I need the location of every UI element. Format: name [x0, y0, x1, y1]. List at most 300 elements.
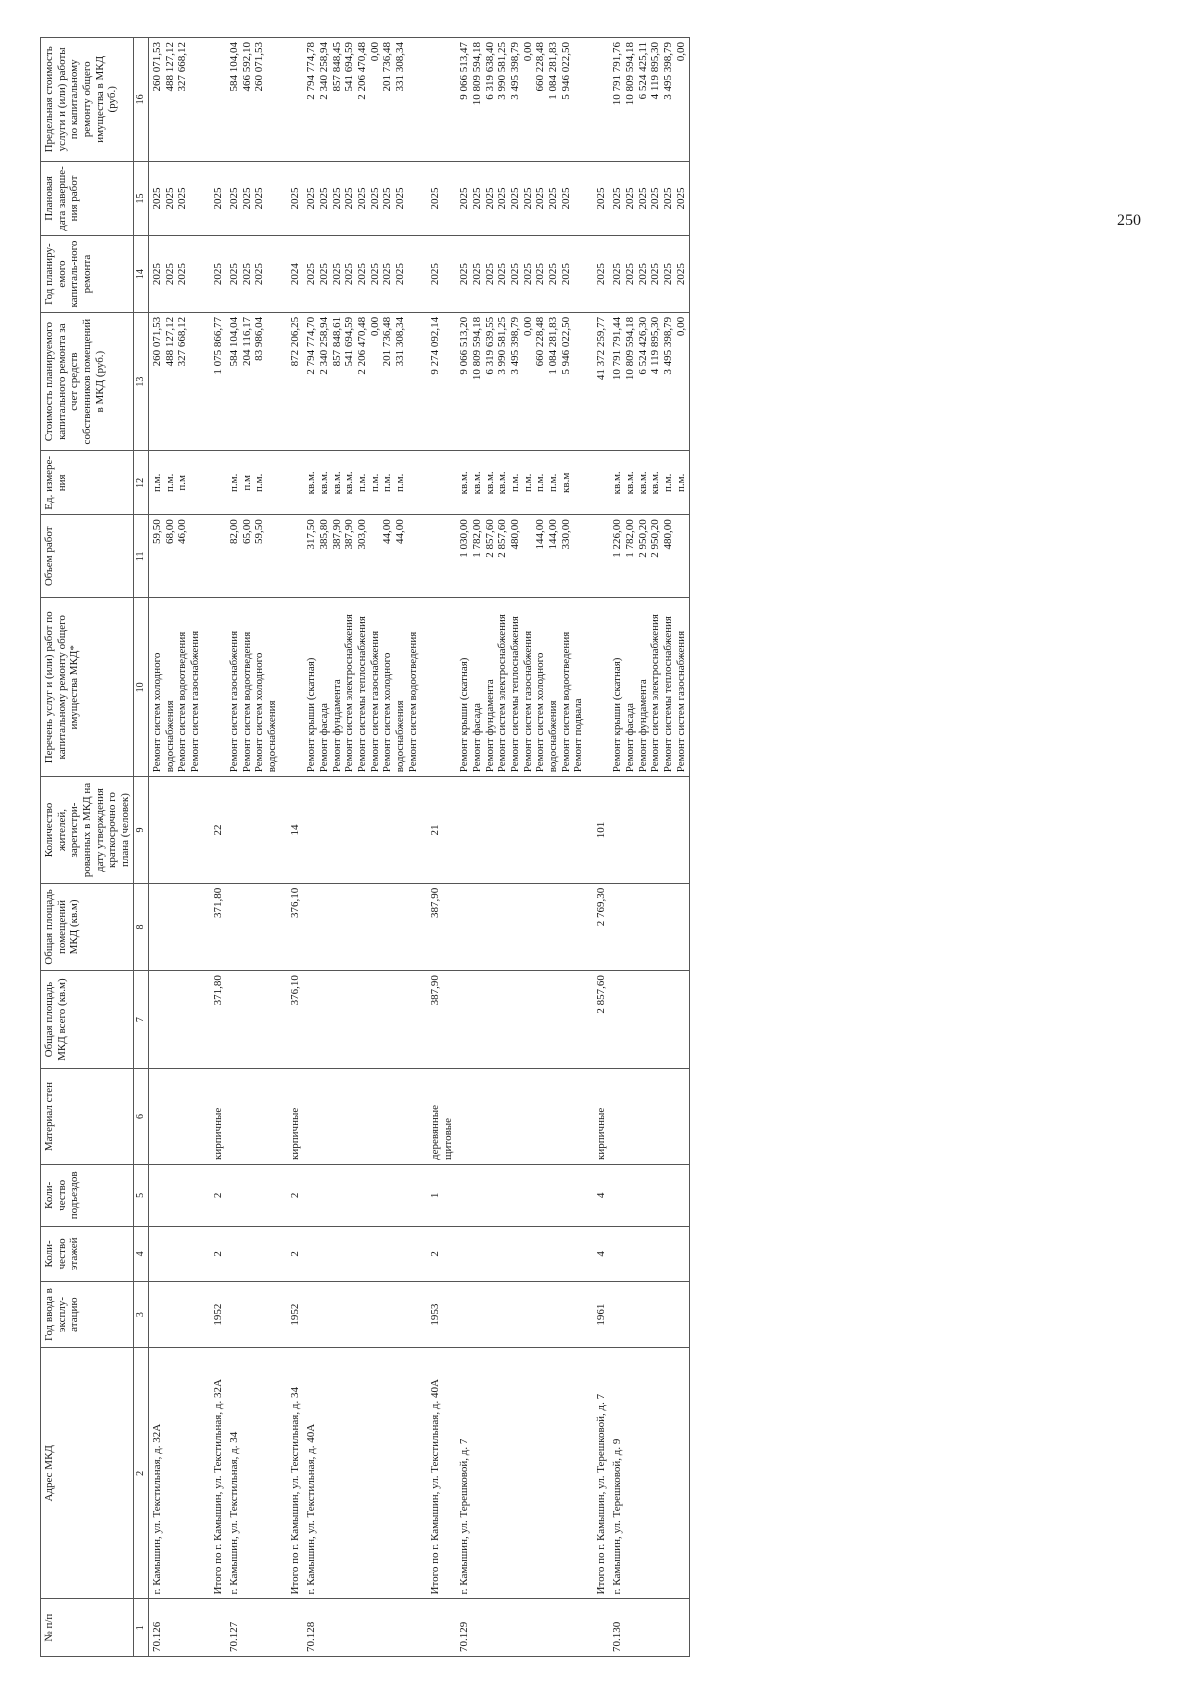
cell-line: 68,00 [163, 519, 176, 545]
column-header: Год ввода в эксплу-атацию [41, 1282, 134, 1348]
table-cell: 4 [587, 1226, 610, 1281]
table-cell: кирпичные [204, 1069, 227, 1165]
total-row [587, 38, 610, 1657]
cell-line: 488 127,12 [163, 316, 176, 367]
table-cell: 1952 [281, 1282, 304, 1348]
cell-line: Ремонт системы теплоснабжения [355, 616, 368, 773]
column-number: 4 [134, 1226, 149, 1281]
cell-line: 6 319 638,40 [483, 42, 496, 100]
column-number: 11 [134, 515, 149, 598]
table-cell [281, 1599, 304, 1657]
table-cell [281, 598, 304, 777]
table-cell [303, 38, 421, 162]
cell-line: 2 340 258,94 [318, 42, 331, 100]
column-header: Общая площадь МКД всего (кв.м) [41, 971, 134, 1069]
cell-line: Ремонт крыши (скатная) [458, 657, 471, 773]
column-number: 2 [134, 1348, 149, 1599]
cell-line: 144,00 [546, 519, 559, 550]
cell-line: 204 116,17 [240, 316, 253, 366]
cell-line: 2025 [611, 187, 624, 210]
column-number: 10 [134, 598, 149, 777]
table-cell [609, 1226, 689, 1281]
cell-line: Ремонт систем газоснабжения [368, 630, 381, 773]
table-cell [148, 38, 203, 162]
table-cell: 2 [421, 1226, 456, 1281]
table-cell [609, 515, 689, 598]
cell-line: кв.м. [636, 471, 649, 495]
cell-line: 327 668,12 [176, 42, 189, 92]
table-cell [281, 515, 304, 598]
table-cell [609, 451, 689, 515]
cell-line: Ремонт подвала [572, 698, 585, 773]
cell-line: 2 340 258,94 [318, 316, 331, 375]
cell-line: 2025 [674, 187, 687, 210]
table-cell [303, 515, 421, 598]
cell-line: 2025 [368, 187, 381, 210]
cell-line: 857 848,61 [330, 316, 343, 367]
cell-line: 303,00 [355, 519, 368, 550]
cell-line: 488 127,12 [163, 42, 176, 92]
table-cell [204, 515, 227, 598]
table-cell: 101 [587, 777, 610, 884]
table-cell [587, 451, 610, 515]
cell-line: 2 857,60 [496, 519, 509, 558]
cell-line: 2025 [534, 263, 547, 286]
cell-line [369, 519, 382, 593]
table-cell: деревянные щитовые [421, 1069, 456, 1165]
table-cell [456, 971, 586, 1069]
cell-line: Ремонт систем водоотведения [176, 631, 189, 773]
table-cell [303, 161, 421, 236]
cell-line: Ремонт системы теплоснабжения [509, 616, 521, 773]
table-cell: г. Камышин, ул. Текстильная, д. 40А [303, 1348, 421, 1599]
cell-line: 2025 [163, 263, 176, 286]
cell-line: 10 791 791,76 [611, 42, 624, 106]
cell-line: 2025 [343, 187, 356, 210]
cell-line: Ремонт систем газоснабжения [228, 630, 241, 773]
table-cell: 2025 [204, 161, 227, 236]
cell-line: п.м [176, 475, 189, 491]
table-cell [609, 883, 689, 970]
cell-line: 2 950,20 [649, 519, 662, 558]
column-header: № п/п [41, 1599, 134, 1657]
cell-line: 5 946 022,50 [559, 42, 572, 100]
table-cell [303, 777, 421, 884]
table-cell: 371,80 [204, 883, 227, 970]
table-cell: 70.126 [148, 1599, 203, 1657]
table-cell [587, 598, 610, 777]
table-cell [204, 451, 227, 515]
table-cell [456, 312, 586, 450]
cell-line: 2025 [381, 187, 394, 210]
table-cell: кирпичные [281, 1069, 304, 1165]
table-cell [303, 1164, 421, 1226]
table-cell [226, 777, 281, 884]
cell-line: 2025 [343, 263, 356, 286]
cell-line: Ремонт крыши (скатная) [611, 657, 624, 773]
cell-line: Ремонт фундамента [483, 679, 496, 773]
cell-line: 2025 [636, 263, 649, 286]
cell-line: 6 524 426,30 [636, 316, 649, 375]
table-cell: 371,80 [204, 971, 227, 1069]
table-cell [148, 598, 203, 777]
cell-line: 3 495 398,79 [662, 42, 675, 100]
table-cell [226, 883, 281, 970]
table-cell: 387,90 [421, 883, 456, 970]
column-header: Стоимость планируемого капитального ремонта за счет средств собственников помещений в МКД (руб.) [41, 312, 134, 450]
column-number: 7 [134, 971, 149, 1069]
table-cell [587, 38, 610, 162]
cell-line: п.м. [534, 473, 547, 492]
cell-line: 2025 [471, 187, 484, 210]
table-cell: г. Камышин, ул. Терешковой, д. 7 [456, 1348, 586, 1599]
cell-line: 2025 [458, 187, 471, 210]
cell-line: 2025 [496, 263, 509, 286]
cell-line: кв.м. [343, 471, 356, 495]
cell-line: 2025 [662, 263, 675, 286]
table-cell: 376,10 [281, 971, 304, 1069]
column-header: Общая площадь помещений МКД (кв.м) [41, 883, 134, 970]
cell-line: 10 809 594,18 [624, 316, 637, 381]
table-cell [226, 451, 281, 515]
cell-line: 1 782,00 [471, 519, 484, 558]
table-cell [303, 236, 421, 313]
cell-line: 46,00 [176, 519, 189, 545]
cell-line: 260 071,53 [150, 42, 163, 92]
table-cell [303, 598, 421, 777]
cell-line: Ремонт систем водоотведения [559, 631, 572, 773]
table-cell [148, 883, 203, 970]
cell-line: 2025 [458, 263, 471, 286]
table-cell: 70.127 [226, 1599, 281, 1657]
cell-line: 2025 [509, 187, 521, 210]
column-number: 13 [134, 312, 149, 450]
cell-line: 201 736,48 [381, 42, 394, 92]
table-cell [421, 1599, 456, 1657]
table-cell: 2024 [281, 236, 304, 313]
table-cell: 4 [587, 1164, 610, 1226]
table-cell: 70.128 [303, 1599, 421, 1657]
cell-line: 4 119 895,30 [649, 316, 662, 375]
cell-line: 2025 [483, 263, 496, 286]
cell-line: Ремонт систем холодного водоснабжения [253, 652, 279, 773]
cell-line: 2025 [228, 187, 241, 210]
cell-line: п.м. [393, 473, 406, 492]
cell-line: 44,00 [381, 519, 394, 545]
table-row [148, 38, 203, 1657]
cell-line: 2025 [305, 263, 318, 286]
cell-line: 4 119 895,30 [649, 42, 662, 100]
table-cell: 387,90 [421, 971, 456, 1069]
table-cell [281, 38, 304, 162]
cell-line: п.м. [674, 473, 687, 492]
column-number: 14 [134, 236, 149, 313]
cell-line: п.м. [546, 473, 559, 492]
table-body [148, 38, 689, 1657]
table-cell: 22 [204, 777, 227, 884]
cell-line: п.м. [381, 473, 394, 492]
table-cell: г. Камышин, ул. Терешковой, д. 9 [609, 1348, 689, 1599]
table-cell [609, 161, 689, 236]
cell-line: 330,00 [559, 519, 572, 550]
cell-line: 2025 [381, 263, 394, 286]
table-cell: 41 372 259,77 [587, 312, 610, 450]
cell-line: Ремонт систем электроснабжения [343, 614, 356, 773]
cell-line: 2025 [305, 187, 318, 210]
table-row [609, 38, 689, 1657]
table-cell: 2 [281, 1226, 304, 1281]
cell-line: 65,00 [240, 519, 253, 545]
table-cell [226, 515, 281, 598]
cell-line: Ремонт систем электроснабжения [649, 614, 662, 773]
cell-line: п.м. [521, 473, 534, 492]
cell-line: Ремонт систем газоснабжения [188, 630, 201, 773]
cell-line: Ремонт систем водоотведения [406, 631, 419, 773]
cell-line: 9 066 513,20 [458, 316, 471, 375]
cell-line: 2025 [546, 187, 559, 210]
cell-line: 2025 [228, 263, 241, 286]
cell-line: 466 592,10 [240, 42, 253, 92]
table-row [226, 38, 281, 1657]
table-cell [204, 598, 227, 777]
table-cell [303, 1282, 421, 1348]
column-header: Объем работ [41, 515, 134, 598]
cell-line: Ремонт систем газоснабжения [521, 630, 534, 773]
cell-line: 5 946 022,50 [559, 316, 572, 375]
cell-line: 2025 [253, 187, 266, 210]
cell-line: Ремонт системы теплоснабжения [662, 616, 675, 773]
table-cell [609, 38, 689, 162]
table-cell [421, 515, 456, 598]
table-cell [303, 971, 421, 1069]
cell-line: Ремонт фундамента [330, 679, 343, 773]
cell-line: п.м. [509, 473, 521, 492]
table-cell [609, 1282, 689, 1348]
table-cell [281, 451, 304, 515]
cell-line: п.м. [662, 473, 675, 492]
cell-line: Ремонт фасада [624, 703, 637, 773]
cell-line: 480,00 [509, 519, 521, 550]
cell-line: 201 736,48 [381, 316, 394, 367]
table-cell: г. Камышин, ул. Текстильная, д. 32А [148, 1348, 203, 1599]
cell-line: 10 809 594,18 [624, 42, 637, 106]
table-cell [456, 161, 586, 236]
table-cell: 2 769,30 [587, 883, 610, 970]
table-cell [456, 451, 586, 515]
table-cell [148, 1226, 203, 1281]
cell-line: 2025 [163, 187, 176, 210]
table-cell [148, 312, 203, 450]
cell-line: 2 950,20 [636, 519, 649, 558]
table-cell [148, 1282, 203, 1348]
table-cell: 14 [281, 777, 304, 884]
table-cell [204, 1599, 227, 1657]
cell-line: п.м. [368, 473, 381, 492]
table-cell [421, 598, 456, 777]
cell-line: 2025 [393, 263, 406, 286]
cell-line: 2025 [559, 187, 572, 210]
cell-line: 2025 [483, 187, 496, 210]
cell-line: кв.м. [458, 471, 471, 495]
cell-line: 260 071,53 [150, 316, 163, 367]
cell-line: 1 226,00 [611, 519, 624, 558]
cell-line: 584 104,04 [228, 316, 241, 367]
cell-line: 2 206 470,48 [355, 42, 368, 100]
cell-line: 83 986,04 [253, 316, 266, 361]
table-cell: 2 [204, 1164, 227, 1226]
cell-line: кв.м. [624, 471, 637, 495]
table-cell [226, 971, 281, 1069]
cell-line: 2025 [393, 187, 406, 210]
cell-line: 0,00 [674, 42, 687, 62]
cell-line: 9 066 513,47 [458, 42, 471, 100]
column-number: 1 [134, 1599, 149, 1657]
total-row [421, 38, 456, 1657]
cell-line: кв.м [559, 472, 572, 493]
table-cell: 9 274 092,14 [421, 312, 456, 450]
cell-line: 0,00 [521, 42, 534, 62]
cell-line: 2025 [318, 263, 331, 286]
cell-line: кв.м. [611, 471, 624, 495]
table-cell: 2025 [421, 236, 456, 313]
cell-line: 3 495 398,79 [662, 316, 675, 375]
table-cell: 2025 [587, 236, 610, 313]
cell-line: 584 104,04 [228, 42, 241, 92]
table-cell: 376,10 [281, 883, 304, 970]
table-cell [226, 1069, 281, 1165]
cell-line: кв.м. [471, 471, 484, 495]
table-cell: 1961 [587, 1282, 610, 1348]
table-cell [456, 777, 586, 884]
cell-line: 6 524 425,11 [636, 42, 649, 100]
cell-line: 44,00 [393, 519, 406, 545]
table-cell [226, 1226, 281, 1281]
cell-line: 59,50 [253, 519, 266, 545]
cell-line: 2025 [674, 263, 687, 286]
cell-line: п.м. [163, 473, 176, 492]
cell-line: 2025 [521, 263, 534, 286]
table-row [303, 38, 421, 1657]
table-cell [226, 1164, 281, 1226]
table-cell [303, 1069, 421, 1165]
table-row [456, 38, 586, 1657]
cell-line: 6 319 639,55 [483, 316, 496, 375]
table-cell [609, 971, 689, 1069]
cell-line: 82,00 [228, 519, 241, 545]
capital-repair-table [40, 37, 690, 1657]
cell-line: 2025 [624, 263, 637, 286]
cell-line: 2025 [150, 263, 163, 286]
table-cell: 21 [421, 777, 456, 884]
table-cell: 1953 [421, 1282, 456, 1348]
table-header [41, 38, 149, 1657]
cell-line: 2025 [534, 187, 547, 210]
cell-line: 3 495 398,79 [509, 42, 521, 100]
cell-line: 2025 [496, 187, 509, 210]
table-cell: 2 857,60 [587, 971, 610, 1069]
cell-line: 0,00 [368, 316, 381, 337]
table-cell: 2025 [281, 161, 304, 236]
table-cell: 2 [204, 1226, 227, 1281]
cell-line: 3 495 398,79 [509, 316, 521, 375]
cell-line: 2 857,60 [483, 519, 496, 558]
table-cell [456, 236, 586, 313]
table-cell: Итого по г. Камышин, ул. Текстильная, д. 32А [204, 1348, 227, 1599]
cell-line: кв.м. [318, 471, 331, 495]
table-cell [226, 38, 281, 162]
cell-line: 2025 [176, 187, 189, 210]
cell-line: п.м. [150, 473, 163, 492]
cell-line: 480,00 [662, 519, 675, 550]
column-number: 15 [134, 161, 149, 236]
table-cell [303, 312, 421, 450]
cell-line: 2025 [330, 263, 343, 286]
table-cell [226, 1282, 281, 1348]
cell-line: Ремонт систем холодного водоснабжения [150, 652, 176, 773]
table-cell [609, 236, 689, 313]
cell-line: 2025 [559, 263, 572, 286]
column-header: Коли-чество подъездов [41, 1164, 134, 1226]
column-header: Ед. измере-ния [41, 451, 134, 515]
table-cell: 2 [281, 1164, 304, 1226]
column-header: Предельная стоимость услуги и (или) работы по капитальному ремонту общего имущества в МКД (руб.) [41, 38, 134, 162]
cell-line: п.м [240, 475, 253, 491]
cell-line: 10 809 594,18 [471, 316, 484, 381]
cell-line: 2025 [624, 187, 637, 210]
cell-line: 1 030,00 [458, 519, 471, 558]
cell-line: Ремонт фасада [318, 703, 331, 773]
cell-line: Ремонт систем холодного водоснабжения [381, 652, 406, 773]
cell-line: Ремонт систем электроснабжения [496, 614, 509, 773]
table-cell [609, 1164, 689, 1226]
column-number: 9 [134, 777, 149, 884]
table-cell [226, 598, 281, 777]
table-cell [303, 1226, 421, 1281]
cell-line: Ремонт систем водоотведения [240, 631, 253, 773]
table-cell [148, 1164, 203, 1226]
column-header: Адрес МКД [41, 1348, 134, 1599]
cell-line: 2025 [355, 263, 368, 286]
cell-line: 2 794 774,78 [305, 42, 318, 100]
cell-line: Ремонт фундамента [636, 679, 649, 773]
cell-line: 2025 [662, 187, 675, 210]
table-cell: 70.130 [609, 1599, 689, 1657]
table-cell [226, 312, 281, 450]
cell-line: 2025 [471, 263, 484, 286]
table-cell [587, 515, 610, 598]
table-cell [148, 451, 203, 515]
table-cell [609, 1069, 689, 1165]
table-cell: 2025 [421, 161, 456, 236]
cell-line: 2025 [240, 263, 253, 286]
cell-line: 2025 [150, 187, 163, 210]
table-cell [456, 883, 586, 970]
table-cell: кирпичные [587, 1069, 610, 1165]
cell-line: кв.м. [496, 471, 509, 495]
table-cell [148, 971, 203, 1069]
table-cell [421, 38, 456, 162]
cell-line: 2025 [318, 187, 331, 210]
cell-line: кв.м. [305, 471, 318, 495]
table-cell [226, 161, 281, 236]
table-cell [421, 451, 456, 515]
table-cell [456, 1164, 586, 1226]
table-cell: 70.129 [456, 1599, 586, 1657]
cell-line: 10 809 594,18 [471, 42, 484, 106]
cell-line: кв.м. [649, 471, 662, 495]
cell-line: 1 084 281,83 [546, 316, 559, 375]
table-cell [148, 161, 203, 236]
